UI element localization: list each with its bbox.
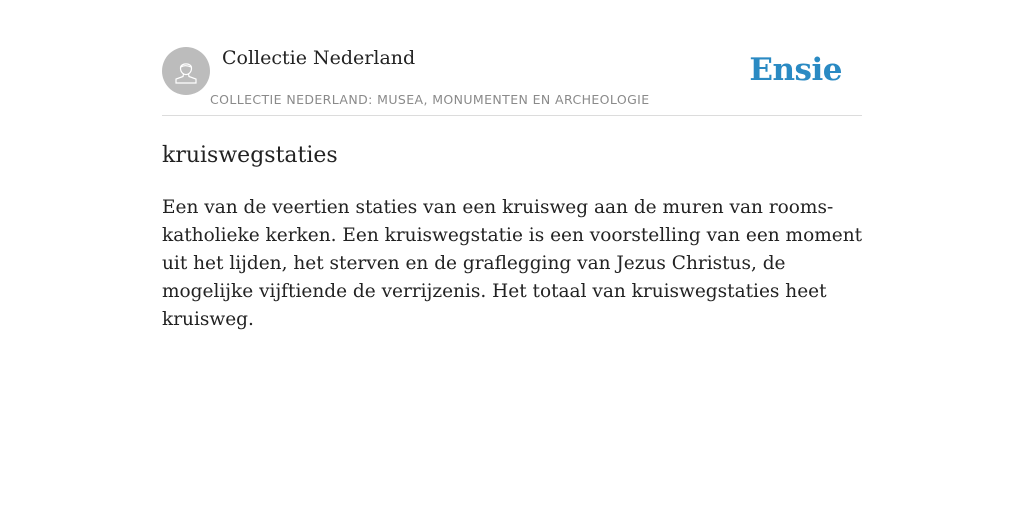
entry-definition: Een van de veertien staties van een kruisweg aan de muren van rooms-katholieke kerken. Een kruiswegstatie is een voorstelling van een moment uit het lijden, het sterven en de graflegging van Jezus Christus, de mogelijke vijftiende de verrijzenis. Het totaal van kruiswegstaties heet kruisweg. — [162, 197, 863, 330]
entry-card — [162, 46, 862, 334]
author-name[interactable]: Collectie Nederland — [222, 47, 416, 69]
source-subtitle[interactable]: COLLECTIE NEDERLAND: MUSEA, MONUMENTEN EN ARCHEOLOGIE — [210, 92, 650, 107]
ensie-logo[interactable]: Ensie — [749, 52, 842, 88]
user-icon — [171, 56, 201, 86]
entry-term: kruiswegstaties — [162, 143, 338, 168]
entry-header — [162, 46, 862, 116]
author-avatar[interactable] — [162, 47, 210, 95]
